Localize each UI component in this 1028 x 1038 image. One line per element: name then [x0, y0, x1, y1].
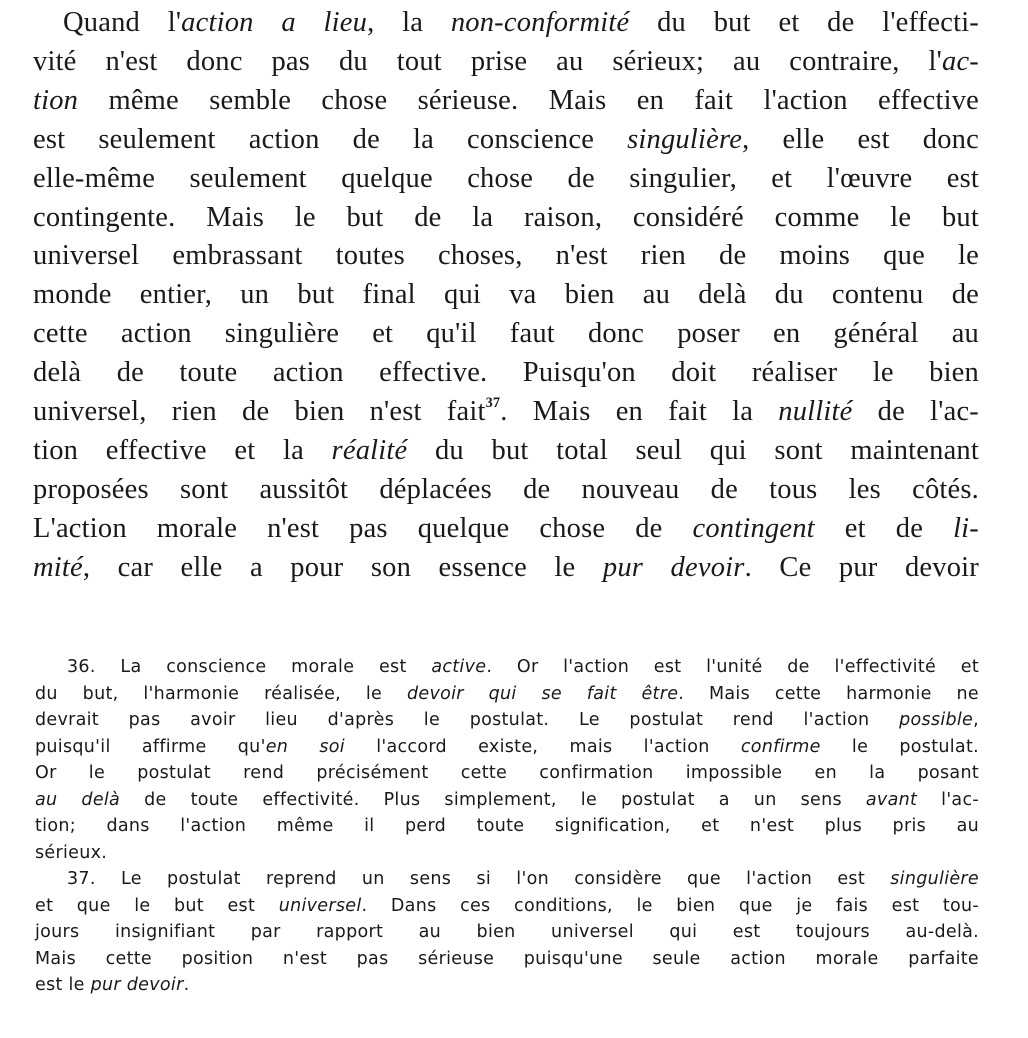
emphasis: confirme — [740, 736, 821, 757]
footnote-line: au delà de toute effectivité. Plus simplement, le postulat a un sens avant l'ac- — [35, 789, 979, 810]
text-line: universel, rien de bien n'est fait$^{37}$. Mais en fait la nullité de l'ac- — [33, 395, 979, 428]
text-line: elle-même seulement quelque chose de singulier, et l'œuvre est — [33, 162, 979, 194]
footnote-line: est le pur devoir. — [35, 975, 190, 995]
text-line: L'action morale n'est pas quelque chose de contingent et de li- — [33, 512, 979, 544]
text-line: contingente. Mais le but de la raison, considéré comme le but — [33, 201, 979, 233]
emphasis: nullité — [778, 396, 853, 428]
emphasis: singulière — [627, 123, 743, 155]
emphasis: tion — [33, 84, 79, 116]
emphasis: action a lieu — [181, 7, 368, 38]
emphasis: contingent — [692, 512, 815, 544]
emphasis: pur devoir — [90, 975, 184, 995]
emphasis: pur devoir — [602, 551, 745, 583]
emphasis: devoir qui se fait être — [406, 683, 679, 704]
text-line: tion effective et la réalité du but total seul qui sont maintenant — [33, 434, 979, 466]
text-line: mité, car elle a pour son essence le pur devoir. Ce pur devoir — [33, 551, 979, 583]
emphasis: singulière — [890, 869, 979, 889]
footnote-line: 37. Le postulat reprend un sens si l'on considère que l'action est singulière — [67, 869, 979, 889]
footnote-line: et que le but est universel. Dans ces conditions, le bien que je fais est tou- — [35, 895, 979, 916]
emphasis: mité — [33, 551, 83, 583]
emphasis: li- — [953, 512, 979, 544]
emphasis: réalité — [331, 434, 408, 466]
footnote-line: sérieux. — [35, 842, 108, 863]
emphasis: en soi — [265, 736, 345, 757]
footnote-line: puisqu'il affirme qu'en soi l'accord existe, mais l'action confirme le postulat. — [35, 736, 979, 757]
footnote-line: Or le postulat rend précisément cette confirmation impossible en la posant — [35, 763, 979, 783]
text-line: monde entier, un but final qui va bien au delà du contenu de — [33, 279, 979, 311]
footnote-line: devrait pas avoir lieu d'après le postulat. Le postulat rend l'action possible, — [35, 710, 979, 730]
text-line: cette action singulière et qu'il faut donc poser en général au — [33, 318, 979, 350]
emphasis: ac- — [942, 45, 979, 77]
text-line: universel embrassant toutes choses, n'est rien de moins que le — [33, 240, 979, 272]
emphasis: universel — [278, 895, 362, 916]
footnote-line: jours insignifiant par rapport au bien universel qui est toujours au-delà. — [35, 922, 979, 942]
emphasis: active — [431, 657, 487, 677]
footnote-marker: 37 — [485, 395, 501, 412]
text-line: vité n'est donc pas du tout prise au sérieux; au contraire, l'ac- — [33, 45, 979, 77]
main-paragraph — [33, 4, 979, 588]
text-line: proposées sont aussitôt déplacées de nouveau de tous les côtés. — [33, 473, 979, 505]
footnote-line: du but, l'harmonie réalisée, le devoir qui se fait être. Mais cette harmonie ne — [35, 683, 979, 704]
footnote-line: tion; dans l'action même il perd toute signification, et n'est plus pris au — [35, 816, 979, 836]
footnotes — [35, 654, 979, 999]
emphasis: avant — [865, 789, 918, 810]
text-line: tion même semble chose sérieuse. Mais en fait l'action effective — [33, 84, 979, 116]
emphasis: possible — [899, 710, 974, 730]
emphasis: au delà — [35, 789, 121, 810]
footnote-line: 36. La conscience morale est active. Or l'action est l'unité de l'effectivité et — [67, 657, 979, 677]
text-line: delà de toute action effective. Puisqu'on doit réaliser le bien — [33, 357, 979, 389]
text-line: Quand l'action a lieu, la non-conformité du but et de l'effecti- — [63, 7, 979, 38]
emphasis: non-conformité — [450, 7, 630, 38]
footnote-line: Mais cette position n'est pas sérieuse puisqu'une seule action morale parfaite — [35, 948, 979, 969]
text-line: est seulement action de la conscience singulière, elle est donc — [33, 123, 979, 155]
